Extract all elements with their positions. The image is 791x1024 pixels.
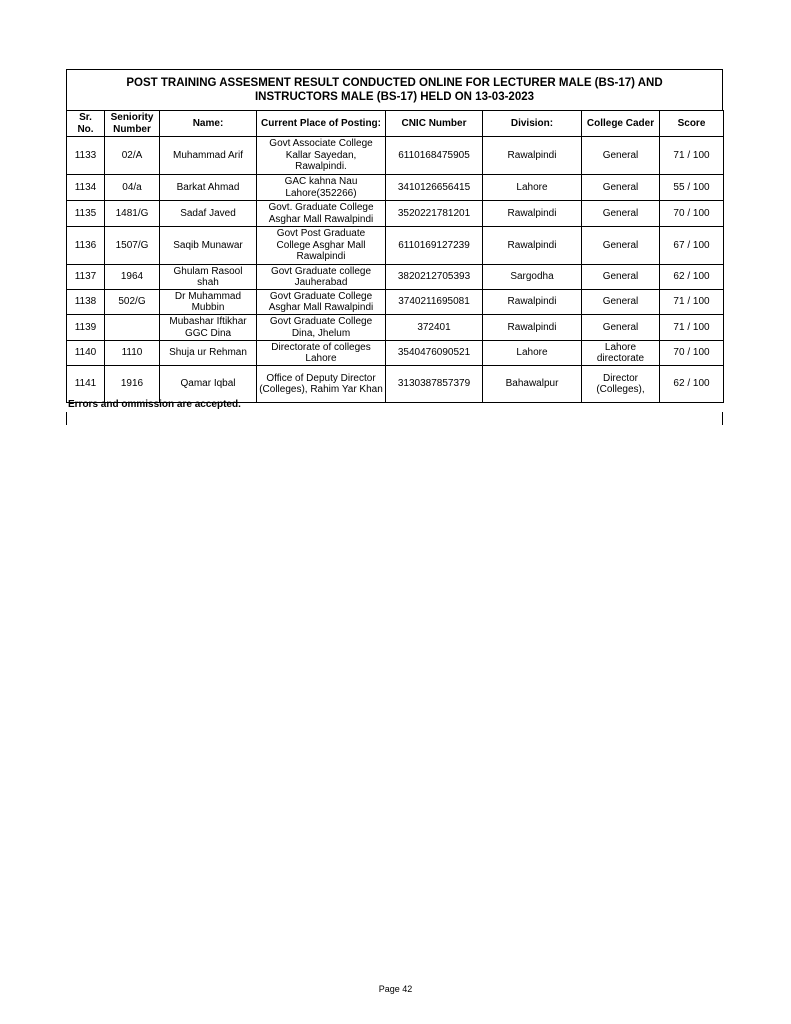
cell-cnic: 3820212705393 — [386, 265, 483, 290]
cell-division: Lahore — [483, 175, 582, 201]
header-posting: Current Place of Posting: — [257, 111, 386, 137]
header-row — [67, 111, 724, 137]
cell-score: 71 / 100 — [660, 315, 724, 341]
result-sheet — [66, 69, 723, 403]
cell-sr: 1136 — [67, 227, 105, 265]
header-division: Division: — [483, 111, 582, 137]
table-row — [67, 175, 724, 201]
header-seniority: Seniority Number — [105, 111, 160, 137]
cell-name: Ghulam Rasool shah — [160, 265, 257, 290]
right-border-tick — [722, 412, 723, 425]
left-border-tick — [66, 412, 67, 425]
cell-division: Rawalpindi — [483, 227, 582, 265]
cell-seniority: 1916 — [105, 366, 160, 403]
cell-cader: General — [582, 265, 660, 290]
footer-note: Errors and ommission are accepted. — [68, 399, 241, 410]
cell-score: 67 / 100 — [660, 227, 724, 265]
cell-cnic: 3520221781201 — [386, 201, 483, 227]
cell-name: Muhammad Arif — [160, 137, 257, 175]
cell-cader: Director (Colleges), — [582, 366, 660, 403]
cell-cader: General — [582, 137, 660, 175]
cell-posting: Govt Associate College Kallar Sayedan, Rawalpindi. — [257, 137, 386, 175]
cell-division: Sargodha — [483, 265, 582, 290]
cell-name: Saqib Munawar — [160, 227, 257, 265]
cell-cader: General — [582, 175, 660, 201]
cell-name: Mubashar Iftikhar GGC Dina — [160, 315, 257, 341]
cell-division: Rawalpindi — [483, 315, 582, 341]
cell-posting: GAC kahna Nau Lahore(352266) — [257, 175, 386, 201]
cell-score: 62 / 100 — [660, 265, 724, 290]
cell-cnic: 3130387857379 — [386, 366, 483, 403]
cell-name: Dr Muhammad Mubbin — [160, 290, 257, 315]
header-name: Name: — [160, 111, 257, 137]
cell-seniority: 04/a — [105, 175, 160, 201]
cell-score: 71 / 100 — [660, 290, 724, 315]
header-sr-no: Sr. No. — [67, 111, 105, 137]
cell-score: 62 / 100 — [660, 366, 724, 403]
cell-sr: 1137 — [67, 265, 105, 290]
cell-posting: Govt Graduate college Jauherabad — [257, 265, 386, 290]
cell-cnic: 3740211695081 — [386, 290, 483, 315]
table-row — [67, 315, 724, 341]
table-row — [67, 290, 724, 315]
title-line-2: INSTRUCTORS MALE (BS-17) HELD ON 13-03-2023 — [254, 91, 535, 103]
header-cader: College Cader — [582, 111, 660, 137]
cell-division: Bahawalpur — [483, 366, 582, 403]
cell-seniority: 1964 — [105, 265, 160, 290]
cell-name: Shuja ur Rehman — [160, 341, 257, 366]
cell-sr: 1139 — [67, 315, 105, 341]
cell-seniority — [105, 315, 160, 341]
cell-name: Qamar Iqbal — [160, 366, 257, 403]
table-row — [67, 201, 724, 227]
cell-posting: Office of Deputy Director (Colleges), Rahim Yar Khan — [257, 366, 386, 403]
table-row — [67, 366, 724, 403]
cell-sr: 1141 — [67, 366, 105, 403]
header-cnic: CNIC Number — [386, 111, 483, 137]
cell-cnic: 3540476090521 — [386, 341, 483, 366]
cell-division: Rawalpindi — [483, 137, 582, 175]
table-row — [67, 341, 724, 366]
results-table — [66, 110, 724, 403]
cell-cader: General — [582, 315, 660, 341]
table-row — [67, 137, 724, 175]
cell-sr: 1134 — [67, 175, 105, 201]
cell-division: Rawalpindi — [483, 290, 582, 315]
cell-cnic: 6110169127239 — [386, 227, 483, 265]
title-line-1: POST TRAINING ASSESMENT RESULT CONDUCTED ONLINE FOR LECTURER MALE (BS-17) AND — [126, 77, 663, 89]
cell-cader: General — [582, 201, 660, 227]
cell-seniority: 1110 — [105, 341, 160, 366]
cell-cader: General — [582, 227, 660, 265]
header-score: Score — [660, 111, 724, 137]
cell-cnic: 372401 — [386, 315, 483, 341]
table-row — [67, 227, 724, 265]
cell-seniority: 502/G — [105, 290, 160, 315]
cell-seniority: 1481/G — [105, 201, 160, 227]
cell-posting: Govt Graduate College Asghar Mall Rawalpindi — [257, 290, 386, 315]
cell-cader: General — [582, 290, 660, 315]
cell-score: 70 / 100 — [660, 341, 724, 366]
cell-posting: Govt. Graduate College Asghar Mall Rawalpindi — [257, 201, 386, 227]
table-row — [67, 265, 724, 290]
cell-name: Sadaf Javed — [160, 201, 257, 227]
cell-seniority: 02/A — [105, 137, 160, 175]
cell-cader: Lahore directorate — [582, 341, 660, 366]
cell-score: 71 / 100 — [660, 137, 724, 175]
cell-score: 70 / 100 — [660, 201, 724, 227]
cell-posting: Govt Post Graduate College Asghar Mall Rawalpindi — [257, 227, 386, 265]
cell-seniority: 1507/G — [105, 227, 160, 265]
cell-sr: 1135 — [67, 201, 105, 227]
cell-sr: 1140 — [67, 341, 105, 366]
cell-sr: 1133 — [67, 137, 105, 175]
document-title — [66, 69, 723, 110]
cell-score: 55 / 100 — [660, 175, 724, 201]
cell-division: Rawalpindi — [483, 201, 582, 227]
cell-cnic: 6110168475905 — [386, 137, 483, 175]
cell-posting: Directorate of colleges Lahore — [257, 341, 386, 366]
cell-sr: 1138 — [67, 290, 105, 315]
cell-posting: Govt Graduate College Dina, Jhelum — [257, 315, 386, 341]
cell-cnic: 3410126656415 — [386, 175, 483, 201]
cell-division: Lahore — [483, 341, 582, 366]
cell-name: Barkat Ahmad — [160, 175, 257, 201]
page-number: Page 42 — [378, 984, 413, 994]
